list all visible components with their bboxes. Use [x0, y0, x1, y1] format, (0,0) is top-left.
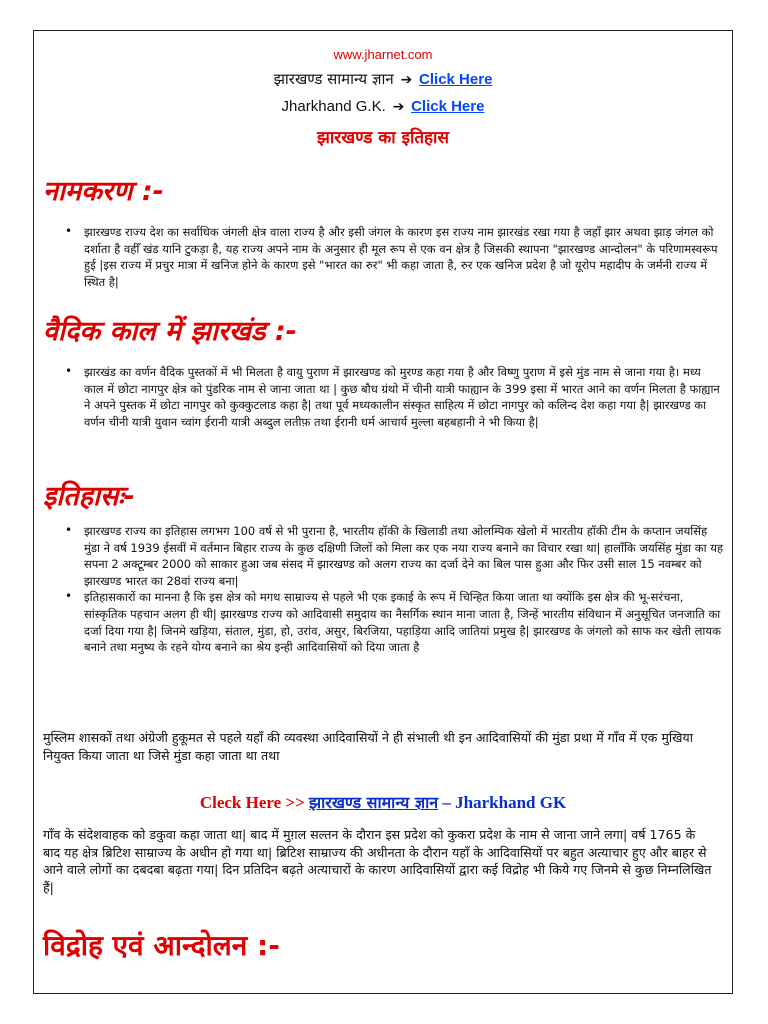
bullet-icon: • [65, 224, 73, 238]
heading-vedic: वैदिक काल में झारखंड :- [43, 316, 297, 347]
gk-english-label: Jharkhand G.K. [281, 98, 386, 115]
heading-history: इतिहासः- [43, 481, 135, 512]
vedic-list [65, 364, 724, 430]
click-here-link-english[interactable]: Click Here [411, 98, 485, 115]
bullet-icon: • [65, 364, 73, 378]
history-list [65, 523, 724, 656]
bullet-icon: • [65, 523, 73, 537]
page-title: झारखण्ड का इतिहास [317, 128, 449, 148]
heading-revolt: विद्रोह एवं आन्दोलन :- [43, 929, 280, 962]
arrow-right-icon: ➔ [400, 72, 413, 88]
cta-hindi-link[interactable]: झारखण्ड सामान्य ज्ञान [309, 793, 439, 812]
list-item-text: झारखण्ड राज्य का इतिहास लगभग 100 वर्ष से भी पुराना है, भारतीय हॉकी के खिलाडी तथा ओलम्पिक खेलो में भारतीय हॉकी टीम के कप्तान जयसिंह मुंडा ने वर्ष 1939 ईसवीं में वर्तमान बिहार राज्य के कुछ दक्षिणी जिलों को मिला कर एक नया राज्य बनाने का विचार रखा था| हालाँकि जयसिंह मुंडा का यह सपना 2 अक्टूम्बर 2000 को साकार हुआ जब संसद में झारखण्ड को अलग राज्य का दर्जा देने का बिल पास हुआ और फिर उसी साल 15 नवम्बर को झारखण्ड भारत का 28वां राज्य बना| [84, 524, 724, 588]
cta-line [34, 791, 732, 813]
list-item-text: इतिहासकारों का मानना है कि इस क्षेत्र को मगध साम्राज्य से पहले भी एक इकाई के रूप में चिन्हित किया जाता था क्योंकि इस क्षेत्र की भू-सरंचना, सांस्कृतिक पहचान अलग ही थी| झारखण्ड राज्य को आदिवासी समुदाय का नैसर्गिक स्थान माना जाता है, जिन्हें भारतीय संविधान में अनुसूचित जनजाति का दर्जा दिया गया है| जिनमे खड़िया, संताल, मुंडा, हो, उरांव, असुर, बिरजिया, पहाड़िया आदि जातियां प्रमुख है| झारखण्ड के जंगलो को साफ कर खेती लायक बनाने तथा मनुष्य के रहने योग्य बनाने का श्रेय इन्ही आदिवासियों को दिया जाता है [84, 590, 721, 655]
list-item [65, 589, 724, 655]
paragraph-munda-system: मुस्लिम शासकों तथा अंग्रेजी हुकूमत से पहले यहाँ की व्यवस्था आदिवासियों ने ही संभाली थी इन आदिवासियों की मुंडा प्रथा में गाँव में एक मुखिया नियुक्त किया जाता था जिसे मुंडा कहा जाता था तथा [43, 730, 693, 763]
bullet-icon: • [65, 589, 73, 604]
gk-english-line [34, 97, 732, 115]
gk-hindi-label: झारखण्ड सामान्य ज्ञान [273, 70, 394, 88]
list-item [65, 364, 724, 430]
click-here-link-hindi[interactable]: Click Here [419, 71, 493, 88]
list-item [65, 224, 724, 290]
list-item-text: झारखण्ड राज्य देश का सर्वाधिक जंगली क्षेत्र वाला राज्य है और इसी जंगल के कारण इस राज्य नाम झारखंड रखा गया है जहाँ झार अथवा झाड़ जंगल को दर्शाता है वहीँ खंड यानि टुकड़ा है, यह राज्य अपने नाम के अनुसार ही मूल रूप से एक वन क्षेत्र है जिसकी स्थापना "झारखण्ड आन्दोलन" के परिणामस्वरूप हुई |इस राज्य में प्रचुर मात्रा में खनिज होने के कारण इसे "भारत का रुर" भी कहा जाता है, रुर एक खनिज प्रदेश है जो यूरोप महादीप के जर्मनी राज्य में स्थित है| [84, 225, 718, 289]
site-url[interactable]: www.jharnet.com [333, 47, 433, 62]
page-frame [33, 30, 733, 994]
list-item [65, 523, 724, 589]
list-item-text: झारखंड का वर्णन वैदिक पुस्तकों में भी मिलता है वायु पुराण में झारखण्ड को मुरण्ड कहा गया है और विष्णु पुराण में इसे मुंड नाम से जाना गया है। मध्य काल में छोटा नागपुर क्षेत्र को पुंडरिक नाम से जाना जाता था | कुछ बौध ग्रंथो में चीनी यात्री फाह्यान के 399 इसा में भारत आने का वर्णन मिलता है फाह्यान ने अपने पुस्तक में छोटा नागपुर को कुक्कुटलाड कहा है| तथा पूर्व मध्यकालीन संस्कृत साहित्य में छोटा नागपुर को कलिन्द देश कहा गया है| झारखण्ड का वर्णन चीनी यात्री युवान च्वांग ईरानी यात्री अब्दुल लतीफ़ तथा ईरानी धर्म आचार्य मुल्ला बहबहानी ने भी किया है| [84, 365, 720, 429]
paragraph-colonial: गाँव के संदेशवाहक को डकुवा कहा जाता था| बाद में मुग़ल सल्तन के दौरान इस प्रदेश को कुकरा प्रदेश के नाम से जाना जाने लगा| वर्ष 1765 के बाद यह क्षेत्र ब्रिटिश साम्राज्य के अधीन हो गया था| ब्रिटिश साम्राज्य की अधीनता के दौरान यहाँ के आदिवासियों पर बहुत अत्याचार हुए और बाहर से आने वाले लोगों का दबदबा बढ़ता गया| दिन प्रतिदिन बढ़ते अत्याचारों के कारण आदिवासियों द्वारा कई विद्रोह भी किये गए जिनमे से कुछ निम्नलिखित हैं| [43, 827, 712, 895]
gk-hindi-line [34, 69, 732, 89]
heading-naming: नामकरण :- [43, 176, 164, 207]
arrow-right-icon: ➔ [392, 99, 405, 115]
cta-prefix: Cleck Here >> [199, 793, 305, 812]
cta-english-text: – Jharkhand GK [442, 793, 567, 812]
naming-list [65, 224, 724, 290]
